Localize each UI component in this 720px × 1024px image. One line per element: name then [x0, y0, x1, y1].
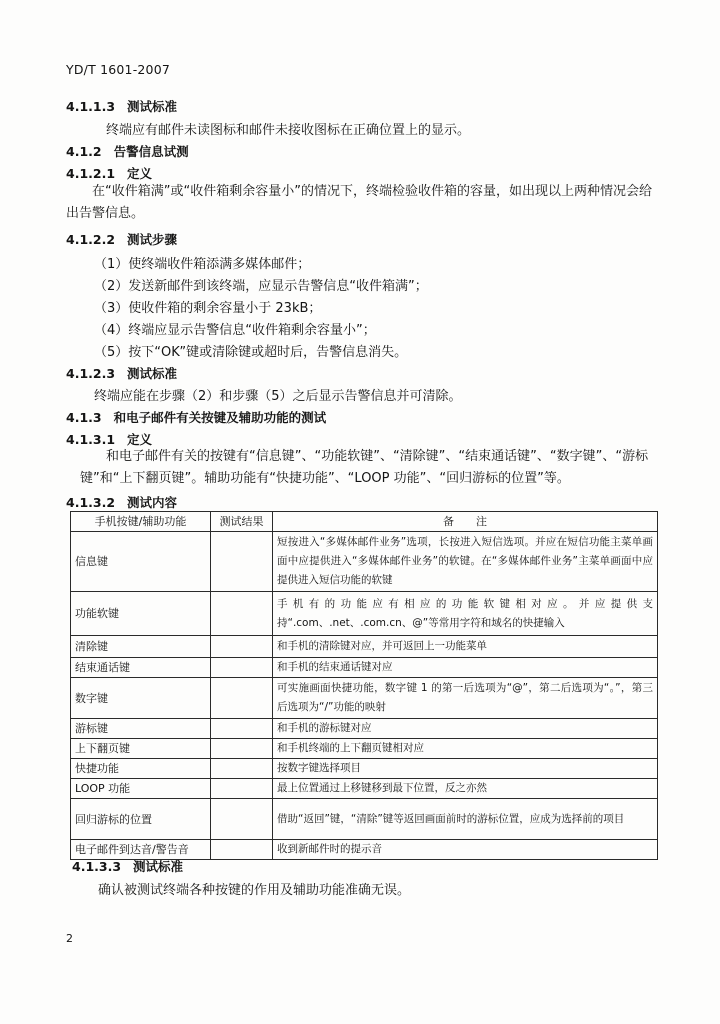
header-key: 手机按键/辅助功能	[71, 512, 211, 532]
cell-key: 游标键	[71, 719, 211, 739]
cell-result	[211, 719, 273, 739]
text-4-1-2-3: 终端应能在步骤（2）和步骤（5）之后显示告警信息并可清除。	[94, 389, 462, 404]
step-item: （5）按下“OK”键或清除键或超时后，告警信息消失。	[94, 345, 408, 360]
cell-result	[211, 636, 273, 658]
cell-key: 快捷功能	[71, 759, 211, 779]
standard-code-header: YD/T 1601-2007	[66, 62, 171, 77]
cell-key: 结束通话键	[71, 658, 211, 678]
cell-note: 手机有的功能应有相应的功能软键相对应。并应提供支持“.com、.net、.com.cn、@”等常用字符和域名的快捷输入	[273, 592, 658, 636]
cell-key: 功能软键	[71, 592, 211, 636]
cell-key: 信息键	[71, 532, 211, 592]
cell-key: 数字键	[71, 678, 211, 719]
heading-4-1-3: 4.1.3 和电子邮件有关按键及辅助功能的测试	[66, 410, 327, 425]
cell-result	[211, 759, 273, 779]
heading-4-1-2-3: 4.1.2.3 测试标准	[66, 366, 178, 381]
table-row	[71, 759, 658, 779]
cell-result	[211, 658, 273, 678]
cell-key: LOOP 功能	[71, 779, 211, 799]
table-row	[71, 532, 658, 592]
header-result: 测试结果	[211, 512, 273, 532]
test-content-table	[70, 511, 658, 860]
table-row	[71, 739, 658, 759]
step-item: （3）使收件箱的剩余容量小于 23kB；	[94, 301, 322, 316]
text-4-1-1-3: 终端应有邮件未读图标和邮件未接收图标在正确位置上的显示。	[106, 123, 471, 138]
heading-4-1-3-2: 4.1.3.2 测试内容	[66, 495, 178, 510]
table-header-row	[71, 512, 658, 532]
cell-note: 和手机的清除键对应，并可返回上一功能菜单	[273, 636, 658, 658]
cell-result	[211, 592, 273, 636]
cell-key: 清除键	[71, 636, 211, 658]
table-row	[71, 719, 658, 739]
cell-note: 短按进入“多媒体邮件业务”选项，长按进入短信选项。并应在短信功能主菜单画面中应提供进入“多媒体邮件业务”的软键。在“多媒体邮件业务”主菜单画面中应提供进入短信功能的软键	[273, 532, 658, 592]
cell-note: 收到新邮件时的提示音	[273, 840, 658, 860]
page-number: 2	[66, 932, 73, 945]
table-row	[71, 636, 658, 658]
table-row	[71, 799, 658, 840]
table-row	[71, 678, 658, 719]
cell-result	[211, 739, 273, 759]
cell-note: 和手机的游标键对应	[273, 719, 658, 739]
table-row	[71, 658, 658, 678]
heading-4-1-3-1: 4.1.3.1 定义	[66, 432, 153, 447]
heading-4-1-1-3: 4.1.1.3 测试标准	[66, 99, 178, 114]
step-item: （4）终端应显示告警信息“收件箱剩余容量小”；	[94, 323, 376, 338]
text-4-1-3-3: 确认被测试终端各种按键的作用及辅助功能准确无误。	[98, 883, 411, 898]
text-4-1-3-1: 和电子邮件有关的按键有“信息键”、“功能软键”、“清除键”、“结束通话键”、“数字键”、“游标键”和“上下翻页键”。辅助功能有“快捷功能”、“LOOP 功能”、“回归游标的位置”等。	[80, 449, 649, 486]
cell-result	[211, 779, 273, 799]
heading-4-1-2-2: 4.1.2.2 测试步骤	[66, 232, 178, 247]
cell-note: 可实施画面快捷功能，数字键 1 的第一后选项为“@”，第二后选项为“。”，第三后选项为“/”功能的映射	[273, 678, 658, 719]
cell-result	[211, 532, 273, 592]
step-item: （1）使终端收件箱添满多媒体邮件；	[94, 257, 311, 272]
heading-4-1-2: 4.1.2 告警信息试测	[66, 144, 189, 159]
text-4-1-2-1: 在“收件箱满”或“收件箱剩余容量小”的情况下，终端检验收件箱的容量，如出现以上两种情况会给出告警信息。	[66, 184, 652, 221]
table-row	[71, 592, 658, 636]
cell-note: 和手机终端的上下翻页键相对应	[273, 739, 658, 759]
table-row	[71, 779, 658, 799]
cell-note: 和手机的结束通话键对应	[273, 658, 658, 678]
step-item: （2）发送新邮件到该终端，应显示告警信息“收件箱满”；	[94, 279, 428, 294]
cell-result	[211, 678, 273, 719]
cell-result	[211, 840, 273, 860]
cell-note: 借助“返回”键，“清除”键等返回画面前时的游标位置，应成为选择前的项目	[273, 799, 658, 840]
cell-key: 上下翻页键	[71, 739, 211, 759]
heading-4-1-2-1: 4.1.2.1 定义	[66, 166, 153, 181]
cell-key: 电子邮件到达音/警告音	[71, 840, 211, 860]
header-note: 备 注	[273, 512, 658, 532]
cell-note: 按数字键选择项目	[273, 759, 658, 779]
cell-key: 回归游标的位置	[71, 799, 211, 840]
heading-4-1-3-3: 4.1.3.3 测试标准	[72, 859, 184, 874]
cell-result	[211, 799, 273, 840]
cell-note: 最上位置通过上移键移到最下位置，反之亦然	[273, 779, 658, 799]
